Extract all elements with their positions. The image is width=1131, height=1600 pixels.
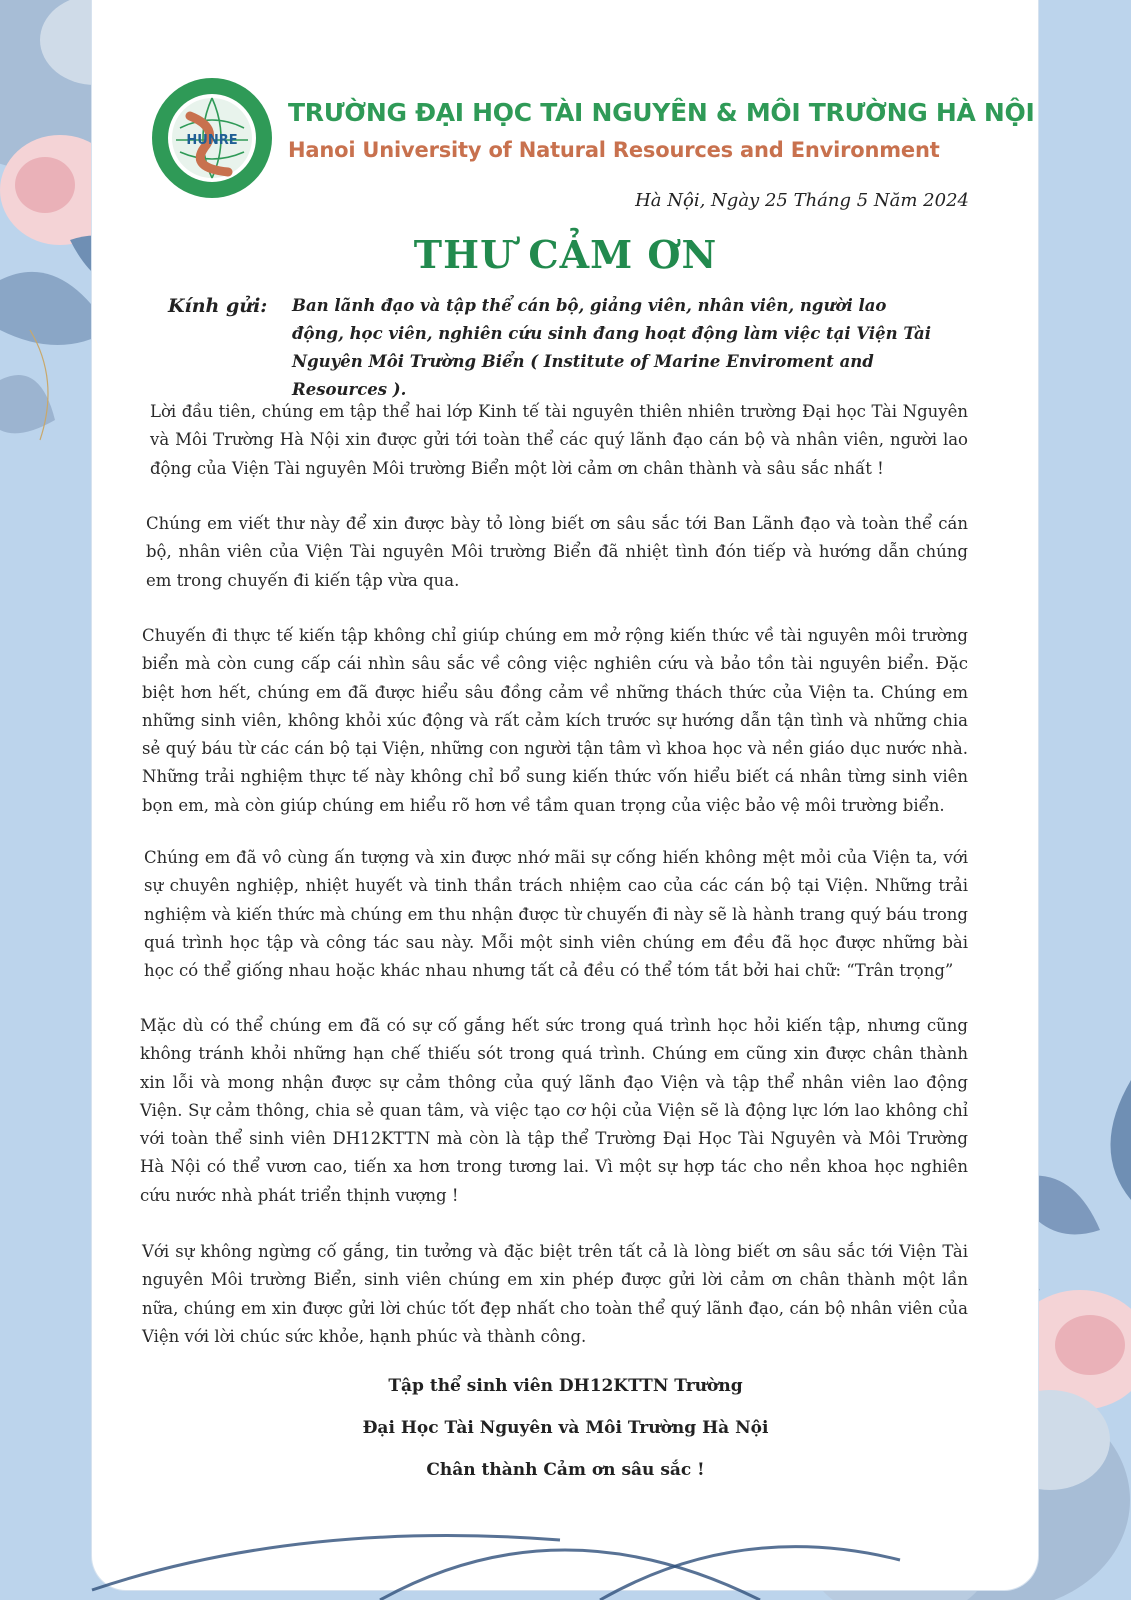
letter-date: Hà Nội, Ngày 25 Tháng 5 Năm 2024 <box>635 190 969 211</box>
paragraph: Chuyến đi thực tế kiến tập không chỉ giúp chúng em mở rộng kiến thức về tài nguyên môi trường biển mà còn cung cấp cái nhìn sâu sắc về công việc nghiên cứu và bảo tồn tài nguyên biển. Đặc biệt hơn hết, chúng em đã được hiểu sâu đồng cảm về những thách thức của Viện ta. Chúng em những sinh viên, không khỏi xúc động và rất cảm kích trước sự hướng dẫn tận tình và những chia sẻ quý báu từ các cán bộ tại Viện, những con người tận tâm vì khoa học và nền giáo dục nước nhà. Những trải nghiệm thực tế này không chỉ bổ sung kiến thức vốn hiểu biết cá nhân từng sinh viên bọn em, mà còn giúp chúng em hiểu rõ hơn về tầm quan trọng của việc bảo vệ môi trường biển. <box>142 626 968 815</box>
letterhead <box>150 76 1035 196</box>
paragraph: Với sự không ngừng cố gắng, tin tưởng và đặc biệt trên tất cả là lòng biết ơn sâu sắc tới Viện Tài nguyên Môi trường Biển, sinh viên chúng em xin phép được gửi lời cảm ơn chân thành một lần nữa, chúng em xin được gửi lời chúc tốt đẹp nhất cho toàn thể quý lãnh đạo, cán bộ nhân viên của Viện với lời chúc sức khỏe, hạnh phúc và thành công. <box>142 1242 968 1346</box>
signature-line: Tập thể sinh viên DH12KTTN Trường <box>388 1376 743 1396</box>
paragraph: Chúng em viết thư này để xin được bày tỏ lòng biết ơn sâu sắc tới Ban Lãnh đạo và toàn thể cán bộ, nhân viên của Viện Tài nguyên Môi trường Biển đã nhiệt tình đón tiếp và hướng dẫn chúng em trong chuyến đi kiến tập vừa qua. <box>146 514 968 590</box>
recipient-text: Ban lãnh đạo và tập thể cán bộ, giảng viên, nhân viên, người lao động, học viên, nghiên cứu sinh đang hoạt động làm việc tại Viện Tài Nguyên Môi Trường Biển ( Institute of Marine Enviroment and Resources ). <box>292 296 932 399</box>
university-name-vn: TRƯỜNG ĐẠI HỌC TÀI NGUYÊN & MÔI TRƯỜNG HÀ NỘI <box>288 98 1035 127</box>
university-name-en: Hanoi University of Natural Resources and Environment <box>288 138 940 162</box>
letter-title: THƯ CẢM ƠN <box>413 232 718 277</box>
logo-text: HUNRE <box>186 133 238 148</box>
recipient-label: Kính gửi: <box>168 295 268 317</box>
hunre-logo <box>150 76 274 200</box>
paragraph: Lời đầu tiên, chúng em tập thể hai lớp Kinh tế tài nguyên thiên nhiên trường Đại học Tài Nguyên và Môi Trường Hà Nội xin được gửi tới toàn thể các quý lãnh đạo cán bộ và nhân viên, người lao động của Viện Tài nguyên Môi trường Biển một lời cảm ơn chân thành và sâu sắc nhất ! <box>150 402 968 478</box>
signature-line: Chân thành Cảm ơn sâu sắc ! <box>426 1460 705 1480</box>
signature-line: Đại Học Tài Nguyên và Môi Trường Hà Nội <box>362 1418 769 1438</box>
paragraph: Mặc dù có thể chúng em đã có sự cố gắng hết sức trong quá trình học hỏi kiến tập, nhưng cũng không tránh khỏi những hạn chế thiếu sót trong quá trình. Chúng em cũng xin được chân thành xin lỗi và mong nhận được sự cảm thông của quý lãnh đạo Viện và tập thể nhân viên lao động Viện. Sự cảm thông, chia sẻ quan tâm, và việc tạo cơ hội của Viện sẽ là động lực lớn lao không chỉ với toàn thể sinh viên DH12KTTN mà còn là tập thể Trường Đại Học Tài Nguyên và Môi Trường Hà Nội có thể vươn cao, tiến xa hơn trong tương lai. Vì một sự hợp tác cho nền khoa học nghiên cứu nước nhà phát triển thịnh vượng ! <box>140 1016 968 1205</box>
paragraph: Chúng em đã vô cùng ấn tượng và xin được nhớ mãi sự cống hiến không mệt mỏi của Viện ta, với sự chuyên nghiệp, nhiệt huyết và tinh thần trách nhiệm cao của các cán bộ tại Viện. Những trải nghiệm và kiến thức mà chúng em thu nhận được từ chuyến đi này sẽ là hành trang quý báu trong quá trình học tập và công tác sau này. Mỗi một sinh viên chúng em đều đã học được những bài học có thể giống nhau hoặc khác nhau nhưng tất cả đều có thể tóm tắt bởi hai chữ: “Trân trọng” <box>144 848 968 981</box>
